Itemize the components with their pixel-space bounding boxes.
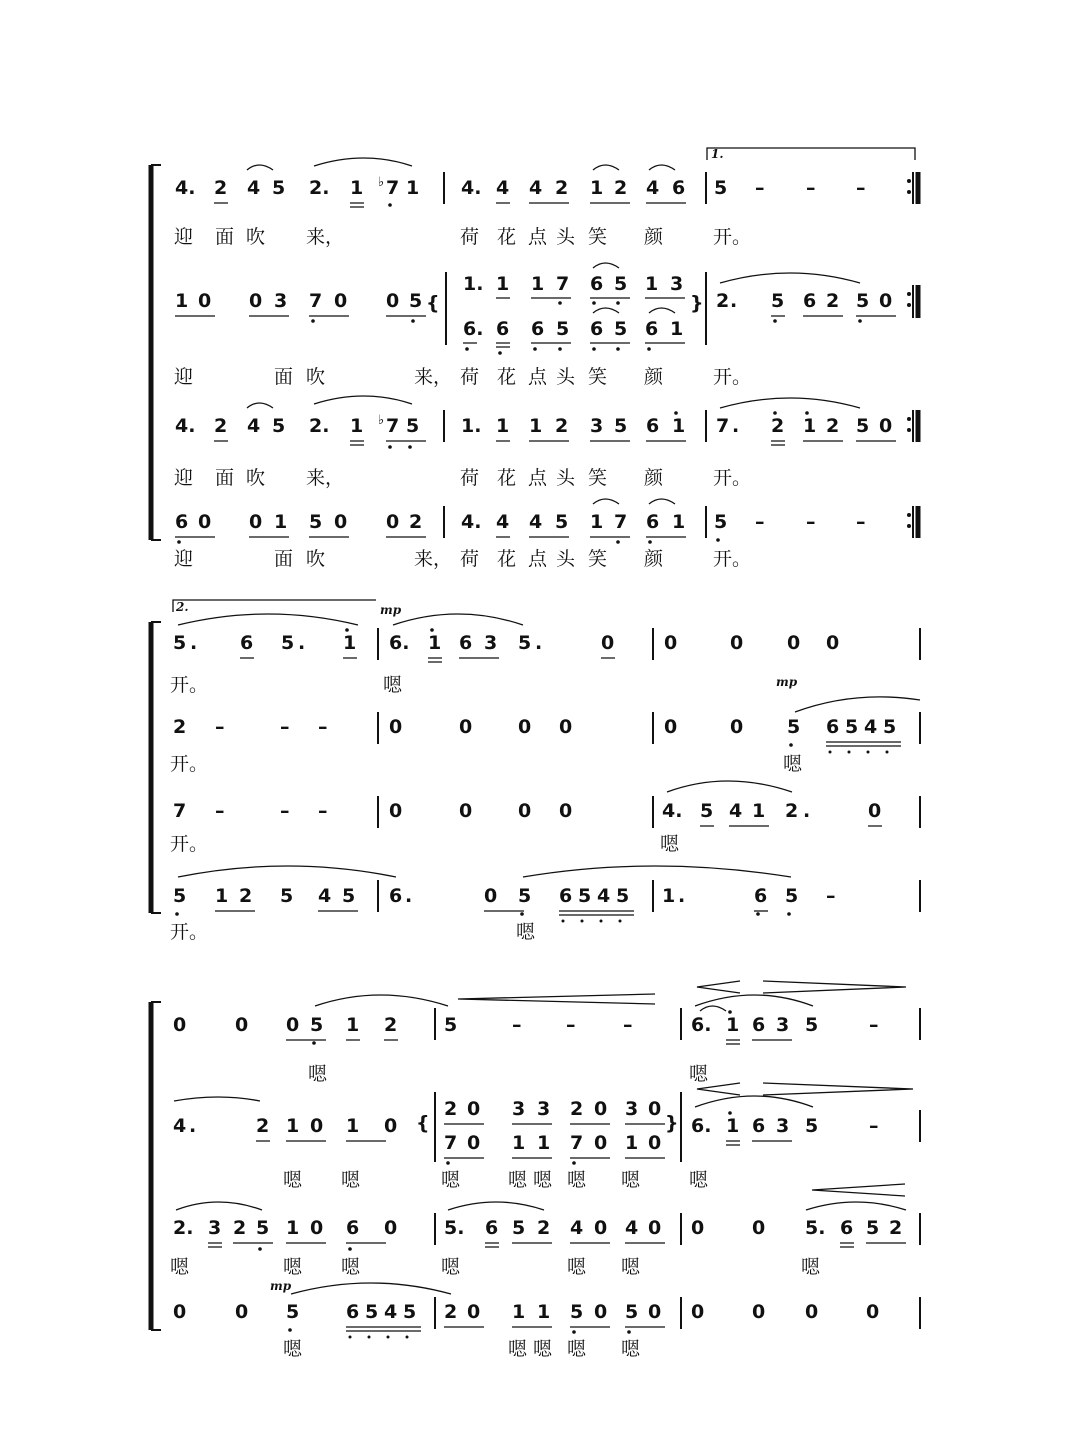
svg-text:5–––: 5 – – – bbox=[444, 1014, 633, 1036]
svg-text:开。嗯: 开。 嗯 bbox=[170, 753, 803, 775]
part-bass bbox=[174, 499, 918, 570]
svg-text:迎面吹来，荷花点头笑颜开。: 迎 面 吹 来， 荷 花 点 头 笑 颜 开。 bbox=[174, 366, 752, 388]
svg-text:0000: 0 0 0 0 bbox=[389, 716, 573, 738]
volta-2-label: 2. bbox=[176, 600, 189, 614]
svg-text:2.56250: 2. 5 6 2 5 0 bbox=[716, 290, 893, 312]
svg-text:20115050: 2 0 1 1 5 0 5 0 bbox=[444, 1301, 662, 1323]
svg-text:mp: mp bbox=[270, 1279, 292, 1293]
svg-text:{: { bbox=[426, 292, 440, 314]
svg-text:10037005: 1 0 0 3 7 0 0 5 bbox=[175, 290, 423, 312]
svg-text:迎面吹来，荷花点头笑颜开。: 迎 面 吹 来， 荷 花 点 头 笑 颜 开。 bbox=[174, 467, 752, 489]
svg-text:4.4451761: 4. 4 4 5 1 7 6 1 bbox=[461, 511, 686, 533]
svg-text:4.4421246: 4. 4 4 2 1 2 4 6 bbox=[461, 177, 686, 199]
system-1 bbox=[151, 147, 918, 570]
svg-text:}: } bbox=[665, 1112, 679, 1134]
svg-text:开。嗯: 开。 嗯 bbox=[170, 833, 680, 855]
volta-1-label: 1. bbox=[711, 147, 724, 161]
svg-text:0056545: 0 0 5 6 5 4 5 bbox=[173, 1301, 417, 1323]
svg-text:1.1176513: 1. 1 1 7 6 5 1 3 bbox=[463, 273, 684, 295]
svg-text:4.2452.1♭71: 4. 2 4 5 2. 1 ♭7 1 bbox=[175, 175, 420, 199]
svg-text:000512: 0 0 0 5 1 2 bbox=[173, 1014, 398, 1036]
system-2 bbox=[151, 600, 920, 943]
svg-text:512545: 5 1 2 5 4 5 bbox=[173, 885, 356, 907]
svg-text:5–––: 5 – – – bbox=[714, 177, 866, 199]
svg-text:0000: 0 0 0 0 bbox=[664, 632, 840, 654]
svg-text:0000: 0 0 0 0 bbox=[389, 800, 573, 822]
svg-text:{: { bbox=[416, 1112, 430, 1134]
svg-text:4.5412.0: 4. 5 4 1 2 . 0 bbox=[662, 800, 882, 822]
part-tenor bbox=[174, 396, 918, 489]
svg-text:20332030: 2 0 3 3 2 0 3 0 bbox=[444, 1098, 662, 1120]
svg-text:6.6656561: 6. 6 6 5 6 5 6 1 bbox=[463, 318, 684, 340]
svg-text:5.6524040: 5. 6 5 2 4 0 4 0 bbox=[444, 1217, 662, 1239]
svg-text:5.65.1: 5 . 6 5 . 1 bbox=[173, 632, 357, 654]
svg-text:60015002: 6 0 0 1 5 0 0 2 bbox=[175, 511, 423, 533]
part-soprano bbox=[174, 158, 918, 248]
svg-text:0056545: 0 0 5 6 5 4 5 bbox=[664, 716, 897, 738]
svg-text:嗯嗯嗯嗯嗯嗯嗯嗯: 嗯 嗯 嗯 嗯 嗯 嗯 嗯 嗯 bbox=[283, 1169, 709, 1191]
svg-text:7.21250: 7 . 2 1 2 5 0 bbox=[716, 415, 893, 437]
svg-text:005.652: 0 0 5. 6 5 2 bbox=[691, 1217, 903, 1239]
svg-text:迎面吹来，荷花点头笑颜开。: 迎 面 吹 来， 荷 花 点 头 笑 颜 开。 bbox=[174, 226, 752, 248]
svg-text:mp: mp bbox=[776, 675, 798, 689]
svg-text:70117010: 7 0 1 1 7 0 1 0 bbox=[444, 1132, 662, 1154]
svg-text:2–––: 2 – – – bbox=[173, 716, 328, 738]
svg-text:开。嗯: 开。 嗯 bbox=[170, 674, 403, 696]
svg-text:6.1635.0: 6. 1 6 3 5 . 0 bbox=[389, 632, 615, 654]
svg-text:开。嗯: 开。 嗯 bbox=[170, 921, 536, 943]
svg-text:1.1123561: 1. 1 1 2 3 5 6 1 bbox=[461, 415, 686, 437]
svg-text:6.056545: 6 . 0 5 6 5 4 5 bbox=[389, 885, 630, 907]
dynamic-mp: mp bbox=[380, 603, 402, 617]
svg-text:0000: 0 0 0 0 bbox=[691, 1301, 880, 1323]
svg-text:5–––: 5 – – – bbox=[714, 511, 866, 533]
svg-text:6.1635–: 6. 1 6 3 5 – bbox=[691, 1014, 879, 1036]
svg-text:4.21010: 4 . 2 1 0 1 0 bbox=[173, 1115, 398, 1137]
svg-text:嗯嗯嗯嗯嗯: 嗯 嗯 嗯 嗯 嗯 bbox=[283, 1338, 641, 1360]
svg-text:迎面吹来，荷花点头笑颜开。: 迎 面 吹 来， 荷 花 点 头 笑 颜 开。 bbox=[174, 548, 752, 570]
svg-text:嗯嗯嗯嗯嗯嗯嗯: 嗯 嗯 嗯 嗯 嗯 嗯 嗯 bbox=[170, 1256, 821, 1278]
svg-text:7–––: 7 – – – bbox=[173, 800, 328, 822]
svg-text:}: } bbox=[690, 292, 704, 314]
svg-text:4.2452.1♭75: 4. 2 4 5 2. 1 ♭7 5 bbox=[175, 413, 420, 437]
system-3 bbox=[151, 981, 920, 1360]
svg-text:2.3251060: 2. 3 2 5 1 0 6 0 bbox=[173, 1217, 398, 1239]
svg-text:6.1635–: 6. 1 6 3 5 – bbox=[691, 1115, 879, 1137]
part-alto bbox=[174, 263, 918, 388]
svg-text:嗯嗯: 嗯 嗯 bbox=[308, 1063, 709, 1085]
svg-text:1.65–: 1 . 6 5 – bbox=[662, 885, 836, 907]
